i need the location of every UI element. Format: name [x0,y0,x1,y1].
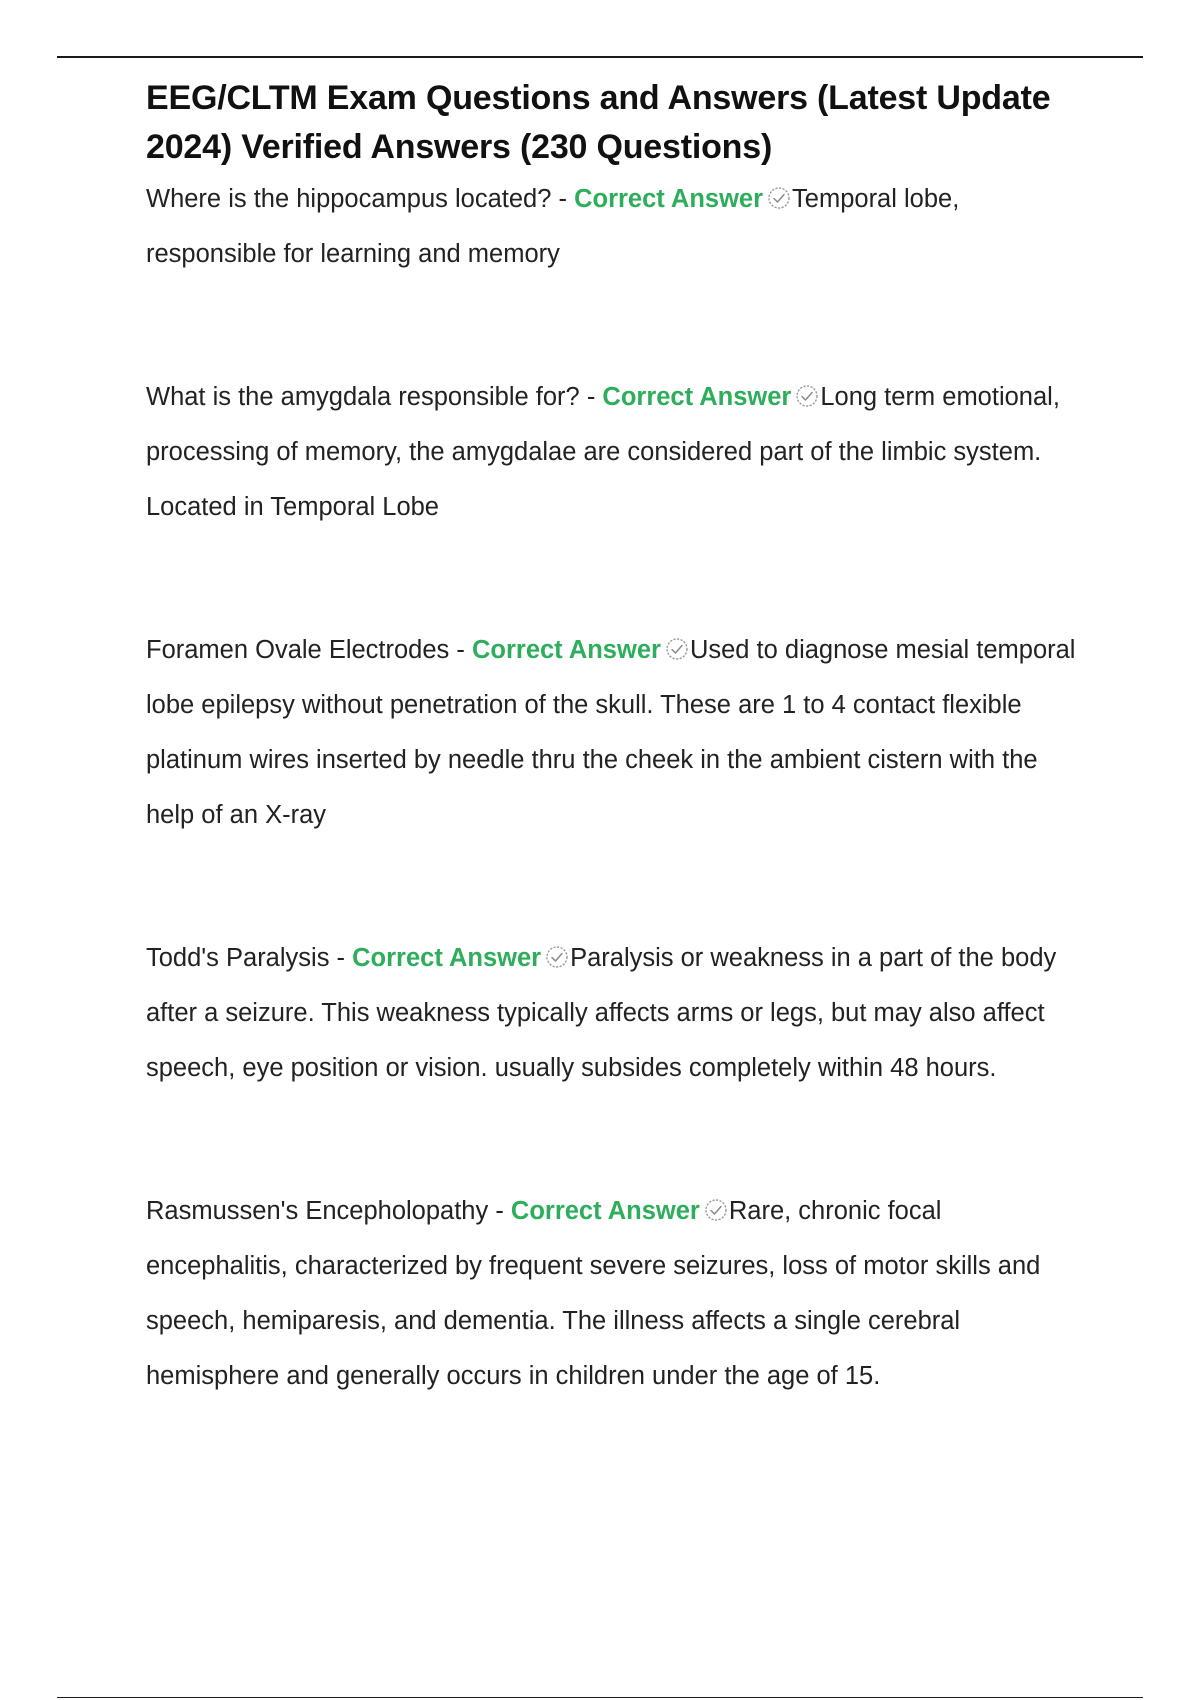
answer-text: Paralysis or weakness in a part of the body after a seizure. This weakness typically affects arms or legs, but may also affect speech, eye position or vision. usually subsides completely within 48 hours. [146,944,1057,1082]
check-circle-icon [665,637,689,661]
separator: - [329,944,353,972]
check-circle-icon [704,1198,728,1222]
separator: - [488,1197,511,1225]
question-text: Todd's Paralysis [146,944,330,972]
correct-answer-label: Correct Answer [510,1197,700,1225]
question-text: Foramen Ovale Electrodes [146,636,450,664]
separator: - [579,383,603,411]
qa-item [146,931,1086,1096]
document-content [146,74,1086,1404]
separator: - [449,636,472,664]
document-title: EEG/CLTM Exam Questions and Answers (Latest Update 2024) Verified Answers (230 Questions) [146,79,1051,166]
answer-text: Temporal lobe, responsible for learning and memory [146,185,960,268]
check-circle-icon [767,186,791,210]
question-text: What is the amygdala responsible for? [146,383,580,411]
qa-list [146,172,1086,1404]
question-text: Rasmussen's Encepholopathy [146,1197,489,1225]
correct-answer-label: Correct Answer [602,383,792,411]
qa-item [146,1184,1086,1404]
qa-item [146,370,1086,535]
qa-item [146,623,1086,843]
correct-answer-label: Correct Answer [574,185,764,213]
top-rule [57,56,1143,58]
answer-text: Long term emotional, processing of memory, the amygdalae are considered part of the limbic system. Located in Temporal Lobe [146,383,1060,521]
question-text: Where is the hippocampus located? [146,185,552,213]
check-circle-icon [545,945,569,969]
check-circle-icon [795,384,819,408]
answer-text: Rare, chronic focal encephalitis, characterized by frequent severe seizures, loss of motor skills and speech, hemiparesis, and dementia. The illness affects a single cerebral hemisphere and generally occurs in children under the age of 15. [146,1197,1041,1390]
correct-answer-label: Correct Answer [471,636,661,664]
correct-answer-label: Correct Answer [352,944,542,972]
bottom-rule [57,1697,1143,1698]
answer-text: Used to diagnose mesial temporal lobe epilepsy without penetration of the skull. These are 1 to 4 contact flexible platinum wires inserted by needle thru the cheek in the ambient cistern with the help of an X-ray [146,636,1076,829]
separator: - [551,185,575,213]
qa-item [146,172,1086,282]
